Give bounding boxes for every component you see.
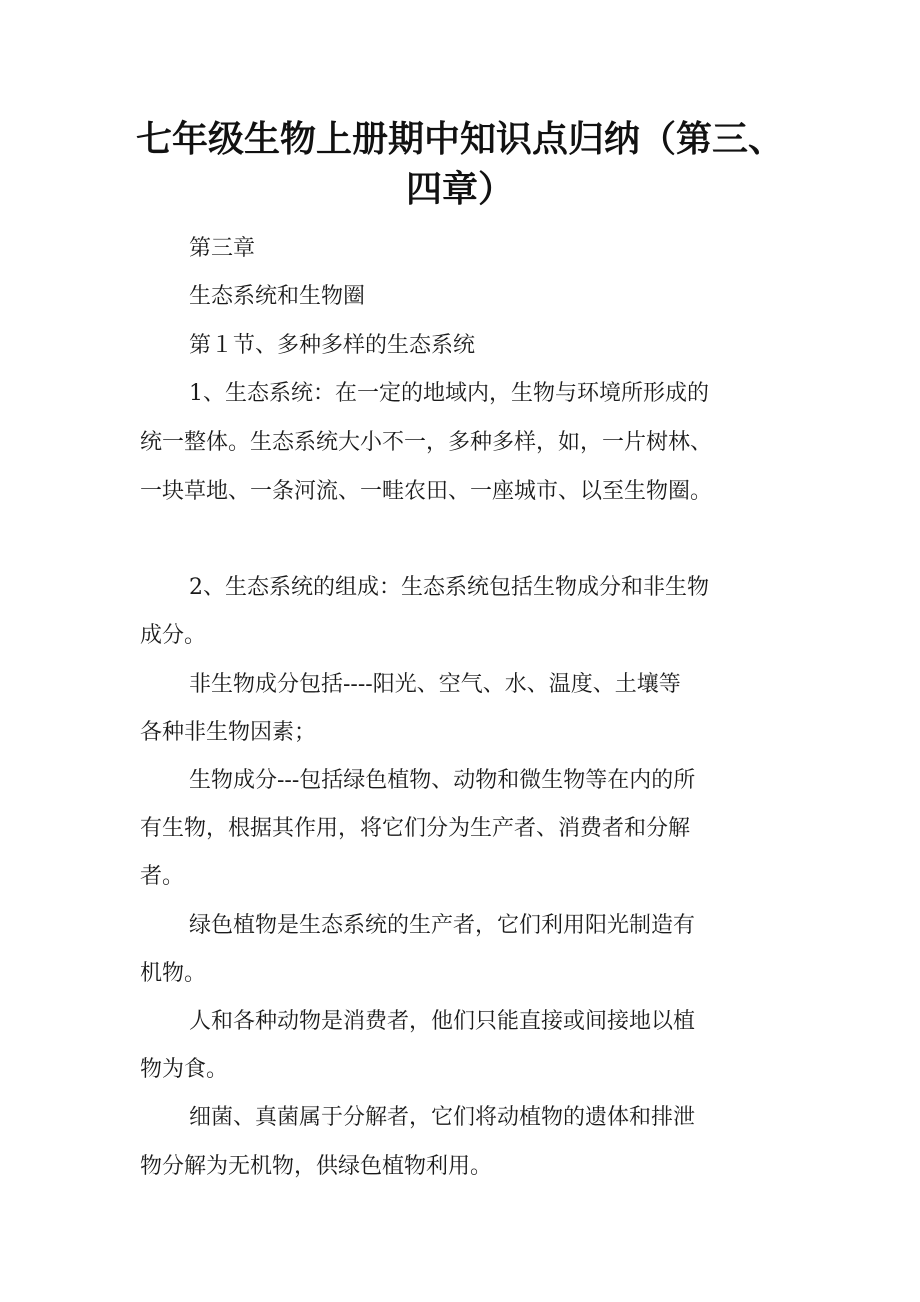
paragraph-4-line-2: 有生物，根据其作用，将它们分为生产者、消费者和分解 — [140, 816, 691, 841]
chapter-title: 生态系统和生物圈 — [189, 284, 366, 309]
chapter-heading: 第三章 — [189, 236, 256, 261]
paragraph-3-line-1: 非生物成分包括----阳光、空气、水、温度、土壤等 — [189, 672, 681, 697]
paragraph-5-line-2: 机物。 — [140, 961, 207, 986]
document-title-line-2: 四章） — [405, 169, 514, 210]
section-heading: 第１节、多种多样的生态系统 — [189, 333, 476, 358]
document-title-line-1: 七年级生物上册期中知识点归纳（第三、 — [135, 119, 784, 160]
paragraph-3-line-2: 各种非生物因素； — [140, 720, 317, 745]
paragraph-2-line-2: 成分。 — [140, 623, 207, 648]
paragraph-4-line-1: 生物成分---包括绿色植物、动物和微生物等在内的所 — [189, 768, 696, 793]
paragraph-7-line-1: 细菌、真菌属于分解者，它们将动植物的遗体和排泄 — [189, 1105, 696, 1130]
paragraph-6-line-1: 人和各种动物是消费者，他们只能直接或间接地以植 — [189, 1009, 696, 1034]
paragraph-5-line-1: 绿色植物是生态系统的生产者，它们利用阳光制造有 — [189, 913, 696, 938]
paragraph-1-line-1: 1、生态系统：在一定的地域内，生物与环境所形成的 — [189, 381, 709, 406]
paragraph-1-line-3: 一块草地、一条河流、一畦农田、一座城市、以至生物圈。 — [140, 479, 713, 504]
paragraph-7-line-2: 物分解为无机物，供绿色植物利用。 — [140, 1154, 493, 1179]
paragraph-2-line-1: 2、生态系统的组成：生态系统包括生物成分和非生物 — [189, 575, 709, 600]
paragraph-6-line-2: 物为食。 — [140, 1057, 229, 1082]
paragraph-1-line-2: 统一整体。生态系统大小不一，多种多样，如，一片树林、 — [140, 430, 713, 455]
paragraph-4-line-3: 者。 — [140, 864, 185, 889]
